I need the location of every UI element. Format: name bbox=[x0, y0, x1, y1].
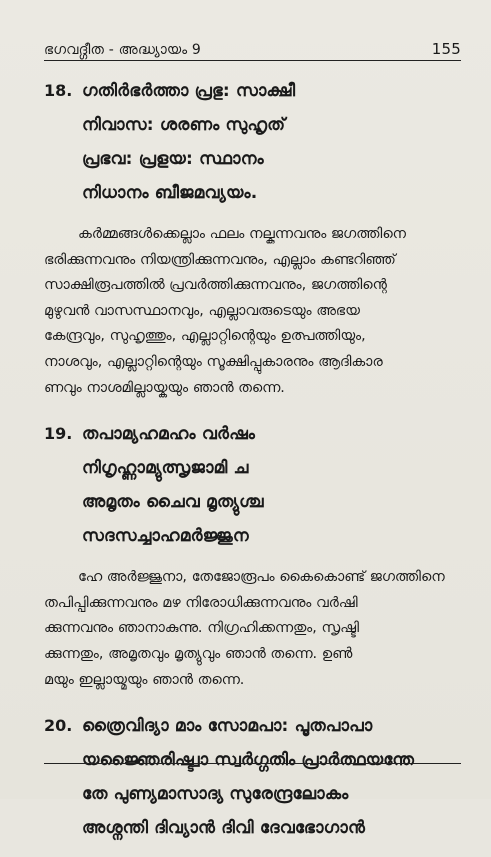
verse-number: 20. bbox=[44, 716, 73, 736]
verse-19 bbox=[44, 417, 461, 553]
verse-text bbox=[82, 417, 461, 553]
commentary-line: ണവും നാശമില്ലായ്കയും ഞാൻ തന്നെ. bbox=[44, 379, 285, 396]
commentary-line: ഹേ അർജ്ജുനാ, തേജോരൂപം കൈകൊണ്ട് ജഗത്തിനെ bbox=[78, 569, 445, 586]
verse-line: തപാമ്യഹമഹം വർഷം bbox=[82, 424, 256, 445]
verse-18 bbox=[44, 74, 461, 210]
commentary-19 bbox=[44, 565, 461, 693]
commentary-line: സാക്ഷിരൂപത്തിൽ പ്രവർത്തിക്കുന്നവനും, ജഗത്തിന്റെ bbox=[44, 277, 387, 294]
verse-line: യജ്ഞൈരിഷ്ട്വാ സ്വർഗ്ഗതിം പ്രാർത്ഥയന്തേ bbox=[82, 750, 415, 771]
verse-number: 18. bbox=[44, 81, 73, 100]
verse-line: ഗതിർഭർത്താ പ്രഭു: സാക്ഷീ bbox=[82, 81, 296, 101]
verse-number: 19. bbox=[44, 424, 73, 444]
footer-rule bbox=[44, 763, 461, 764]
verse-line: അശ്നന്തി ദിവ്യാൻ ദിവി ദേവഭോഗാൻ bbox=[82, 818, 366, 839]
commentary-line: മയും ഇല്ലായ്മയും ഞാൻ തന്നെ. bbox=[44, 671, 245, 688]
verse-text bbox=[82, 74, 461, 210]
verse-line: നിവാസ: ശരണം സുഹൃത് bbox=[82, 115, 286, 135]
commentary-18 bbox=[44, 222, 461, 401]
verse-line: പ്രഭവ: പ്രളയ: സ്ഥാനം bbox=[82, 149, 264, 169]
commentary-line: മുഴുവൻ വാസസ്ഥാനവും, എല്ലാവരുടെയും അഭയ bbox=[44, 302, 360, 319]
verse-line: തേ പുണ്യമാസാദ്യ സുരേന്ദ്രലോകം bbox=[82, 784, 349, 805]
verse-line: സദസച്ചാഹമർജ്ജുന bbox=[82, 526, 249, 547]
commentary-line: നാശവും, എല്ലാറ്റിന്റെയും സൂക്ഷിപ്പുകാരനും ആദികാര bbox=[44, 353, 383, 370]
commentary-line: കേന്ദ്രവും, സുഹൃത്തും, എല്ലാറ്റിന്റെയും ഉത്പത്തിയും, bbox=[44, 328, 366, 345]
page-number: 155 bbox=[431, 40, 461, 58]
header-rule bbox=[44, 60, 461, 61]
commentary-line: തപിപ്പിക്കുന്നവനും മഴ നിരോധിക്കുന്നവനും വർഷി bbox=[44, 594, 358, 611]
running-header bbox=[44, 32, 461, 58]
commentary-line: കർമ്മങ്ങൾക്കെല്ലാം ഫലം നല്കുന്നവനും ജഗത്തിനെ bbox=[78, 226, 406, 242]
verse-20 bbox=[44, 709, 461, 845]
verse-line: നിഗൃഹ്ണാമ്യുത്സൃജാമി ച bbox=[82, 458, 249, 479]
verse-line: ത്രൈവിദ്യാ മാം സോമപാ: പൂതപാപാ bbox=[82, 716, 373, 737]
page-body bbox=[44, 74, 461, 857]
verse-line: നിധാനം ബീജമവ്യയം. bbox=[82, 183, 258, 203]
commentary-line: ക്കുന്നതും, അമൃതവും മൃത്യുവും ഞാൻ തന്നെ. ഉൺ bbox=[44, 645, 353, 662]
commentary-line: ക്കുന്നവനും ഞാനാകുന്നു. നിഗ്രഹിക്കന്നതും, സൃഷ്ടി bbox=[44, 620, 360, 637]
commentary-line: ഭരിക്കുന്നവനും നിയന്ത്രിക്കുന്നവനും, എല്ലാം കണ്ടറിഞ്ഞ് bbox=[44, 251, 396, 268]
verse-line: അമൃതം ചൈവ മൃത്യുശ്ച bbox=[82, 492, 264, 513]
verse-text bbox=[82, 709, 461, 845]
running-title: ഭഗവദ്ഗീത - അദ്ധ്യായം 9 bbox=[44, 42, 202, 58]
